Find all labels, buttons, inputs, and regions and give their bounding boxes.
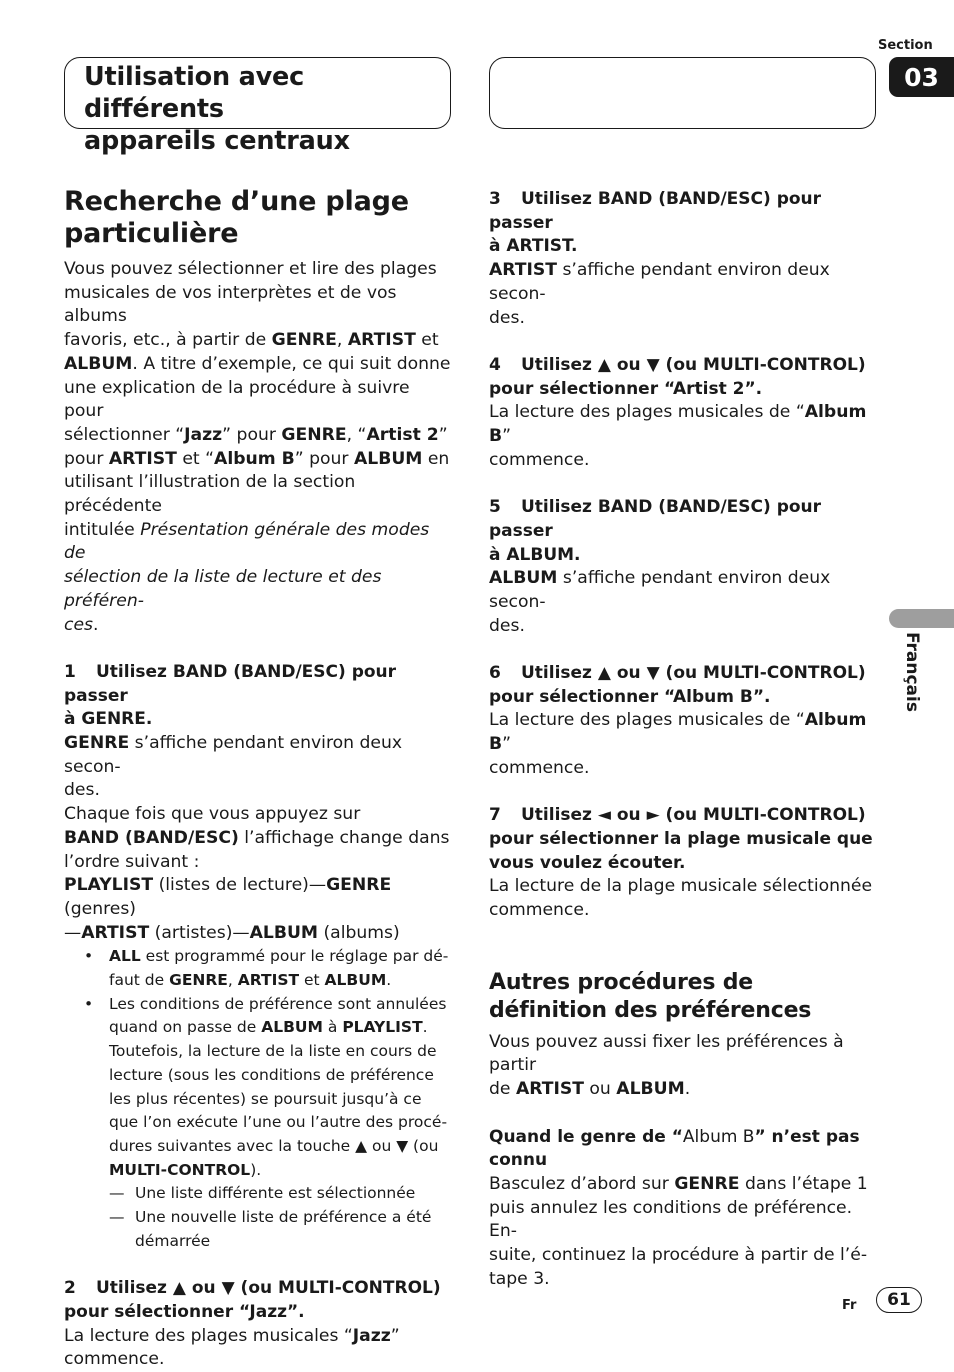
section-label: Section [878,38,933,53]
step-6-heading: 6 Utilisez ▲ ou ▼ (ou MULTI-CONTROL) pour sélectionner “Album B”. [489,663,866,707]
section-number: 03 [889,57,954,97]
right-column [489,188,881,1291]
step-3 [489,188,881,330]
step-5-heading: 5 Utilisez BAND (BAND/ESC) pour passer à ALBUM. [489,497,822,565]
chapter-header-box [64,57,451,156]
step-7-text: La lecture de la plage musicale sélectionnée commence. [489,876,873,921]
other-text: Vous pouvez aussi fixer les préférences à partir de ARTIST ou ALBUM. [489,1031,844,1100]
page-number: 61 [876,1287,922,1313]
left-column [64,258,454,1372]
dash-icon: — [109,1184,125,1203]
intro-paragraph: Vous pouvez sélectionner et lire des plages musicales de vos interprètes et de vos albums favoris, etc., à partir de GENRE, ARTIST et ALBUM. A titre d’exemple, ce qui suit donne une explication de la procédure à suivre pour sélectionner “Jazz” pour GENRE, “Artist 2” pour ARTIST et “Album B” pour ALBUM en utilisant l’illustration de la section précédente intitulée Présentation générale des modes de sélection de la liste de lecture et des préféren- ces. [64,259,451,635]
bullet-icon: • [84,994,94,1013]
dash-item: — Une nouvelle liste de préférence a été démarrée [109,1208,432,1250]
genre-unknown-text: Basculez d’abord sur GENRE dans l’étape 1 puis annulez les conditions de préférence. En- suite, continuez la procédure à partir de l’é- tape 3. [489,1173,868,1289]
step-1 [64,661,454,1254]
step-7 [489,804,881,923]
footer-lang-code: Fr [842,1298,857,1313]
language-label: Français [902,632,922,712]
step-4-text: La lecture des plages musicales de “Album B” commence. [489,402,867,470]
step-1-heading: 1 Utilisez BAND (BAND/ESC) pour passer à GENRE. [64,661,397,730]
bullet-icon: • [84,947,94,966]
step-2-heading: 2 Utilisez ▲ ou ▼ (ou MULTI-CONTROL) pour sélectionner “Jazz”. [64,1278,441,1322]
step-1-text: GENRE s’affiche pendant environ deux secon- des. Chaque fois que vous appuyez sur BAND (BAND/ESC) l’affichage change dans l’ordre suivant : PLAYLIST (listes de lecture)—GENRE (genres) —ARTIST (artistes)—ALBUM (albums) [64,733,450,943]
step-5-text: ALBUM s’affiche pendant environ deux secon- des. [489,568,831,636]
header-empty-box [489,57,876,129]
step-5 [489,496,881,638]
bullet-item: • Les conditions de préférence sont annulées quand on passe de ALBUM à PLAYLIST. Toutefois, la lecture de la liste en cours de lecture (sous les conditions de préférence les plus récentes) se poursuit jusqu’à ce que l’on exécute l’une ou l’autre des procé- dures suivantes avec la touche ▲ ou ▼ (ou MULTI-CONTROL). [84,994,448,1179]
step-4 [489,354,881,473]
step-4-heading: 4 Utilisez ▲ ou ▼ (ou MULTI-CONTROL) pour sélectionner “Artist 2”. [489,354,866,399]
step-3-text: ARTIST s’affiche pendant environ deux secon- des. [489,260,830,328]
language-tab [889,609,954,628]
step-3-heading: 3 Utilisez BAND (BAND/ESC) pour passer à ARTIST. [489,189,822,257]
step-6-text: La lecture des plages musicales de “Album B” commence. [489,710,867,778]
step-2-text: La lecture des plages musicales “Jazz” commence. [64,1325,400,1370]
section-title: Recherche d’une plage particulière [64,186,409,249]
bullet-item: • ALL est programmé pour le réglage par dé- faut de GENRE, ARTIST et ALBUM. [84,947,449,990]
step-7-heading: 7 Utilisez ◄ ou ► (ou MULTI-CONTROL) pour sélectionner la plage musicale que vous voulez écouter. [489,805,873,873]
dash-icon: — [109,1208,125,1227]
step-6 [489,662,881,781]
subsection-title: Autres procédures de définition des préférences [489,969,812,1023]
genre-unknown-heading: Quand le genre de “Album B” n’est pas connu [489,1126,860,1171]
other-procedures [489,969,881,1292]
chapter-title: Utilisation avec différents appareils centraux [84,62,350,156]
dash-item: — Une liste différente est sélectionnée [64,1182,454,1206]
step-2 [64,1277,454,1372]
